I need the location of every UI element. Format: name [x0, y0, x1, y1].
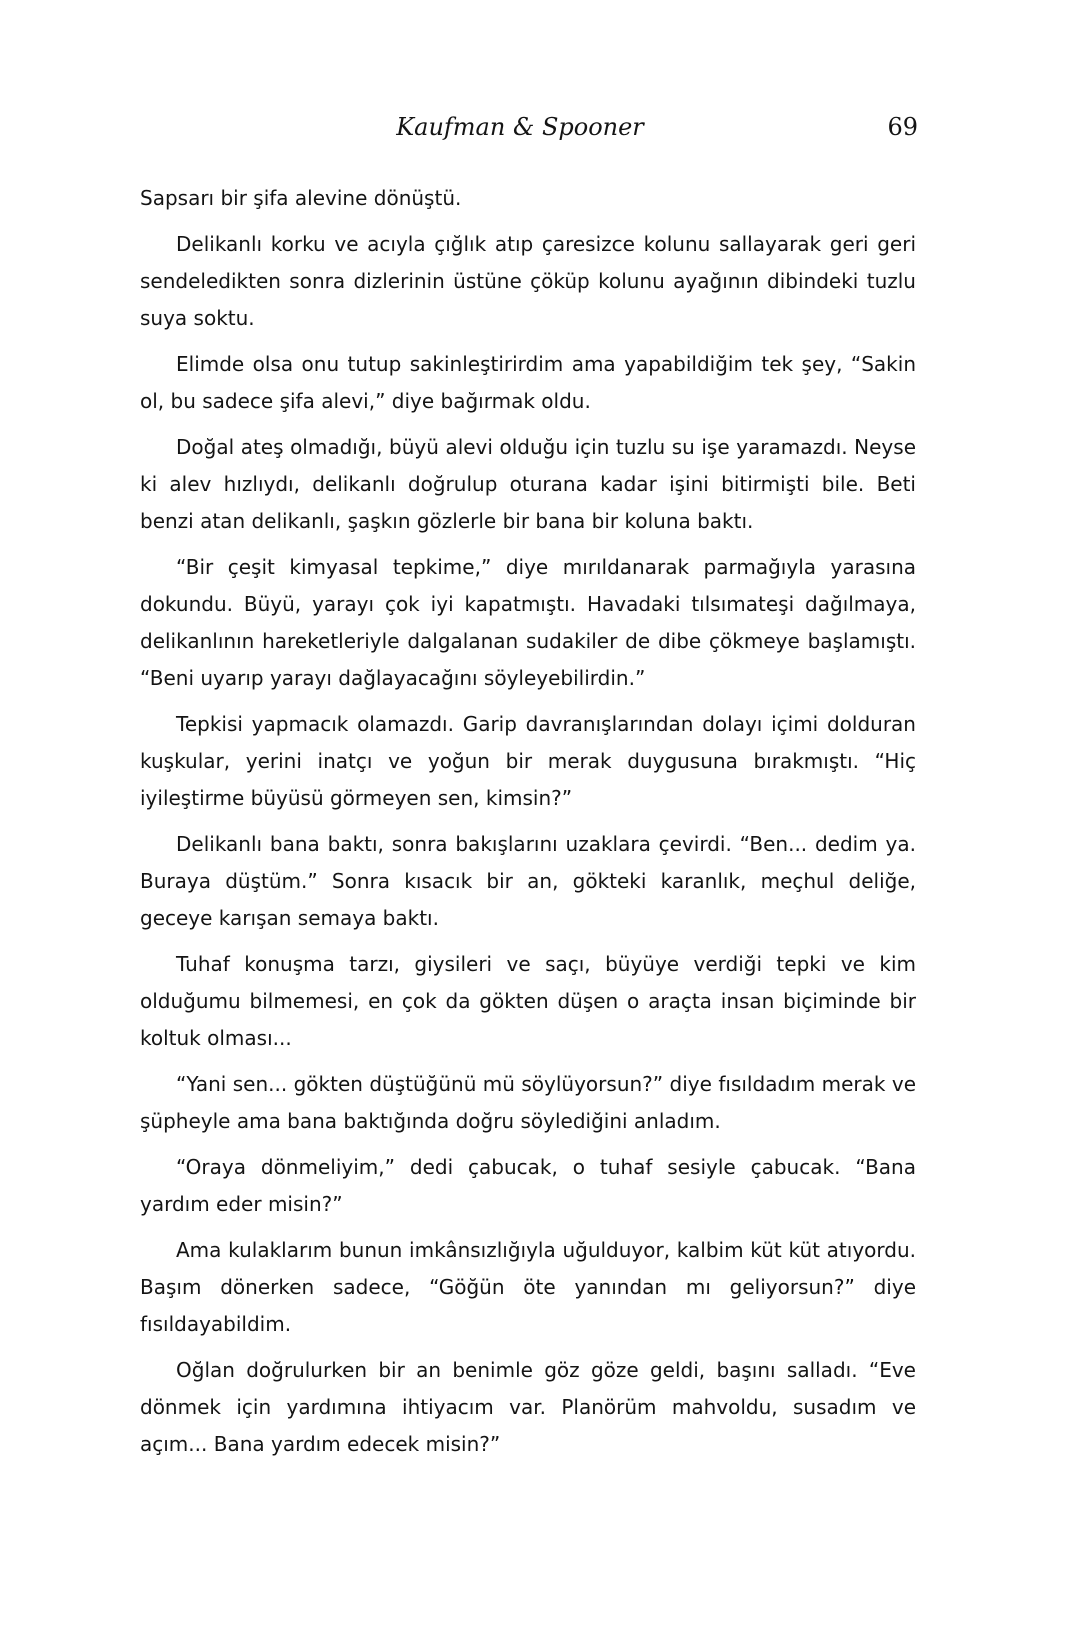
paragraph: “Yani sen... gökten düştüğünü mü söylüyorsun?” diye fısıldadım merak ve şüpheyle ama bana baktığında doğru söylediğini anladım. [140, 1072, 916, 1133]
header-title: Kaufman & Spooner [396, 113, 644, 141]
paragraph: Tepkisi yapmacık olamazdı. Garip davranışlarından dolayı içimi dolduran kuşkular, yerini inatçı ve yoğun bir merak duygusuna bırakmıştı. “Hiç iyileştirme büyüsü görmeyen sen, kimsin?” [140, 712, 916, 810]
paragraph: Ama kulaklarım bunun imkânsızlığıyla uğulduyor, kalbim küt küt atıyordu. Başım dönerken sadece, “Göğün öte yanından mı geliyorsun?” diye fısıldayabildim. [140, 1238, 916, 1336]
paragraph: Delikanlı bana baktı, sonra bakışlarını uzaklara çevirdi. “Ben... dedim ya. Buraya düştüm.” Sonra kısacık bir an, gökteki karanlık, meçhul deliğe, geceye karışan semaya baktı. [140, 832, 916, 930]
paragraph: “Bir çeşit kimyasal tepkime,” diye mırıldanarak parmağıyla yarasına dokundu. Büyü, yarayı çok iyi kapatmıştı. Havadaki tılsımateşi dağılmaya, delikanlının hareketleriyle dalgalanan sudakiler de dibe çökmeye başlamıştı. “Beni uyarıp yarayı dağlayacağını söyleyebilirdin.” [140, 555, 916, 690]
page-number: 69 [887, 113, 918, 141]
paragraph: Elimde olsa onu tutup sakinleştirirdim ama yapabildiğim tek şey, “Sakin ol, bu sadece şifa alevi,” diye bağırmak oldu. [140, 352, 916, 413]
running-header [140, 113, 918, 153]
paragraph: Doğal ateş olmadığı, büyü alevi olduğu için tuzlu su işe yaramazdı. Neyse ki alev hızlıydı, delikanlı doğrulup oturana kadar işini bitirmişti bile. Beti benzi atan delikanlı, şaşkın gözlerle bir bana bir koluna baktı. [140, 435, 916, 533]
paragraph: Sapsarı bir şifa alevine dönüştü. [140, 186, 462, 210]
paragraph: “Oraya dönmeliyim,” dedi çabucak, o tuhaf sesiyle çabucak. “Bana yardım eder misin?” [140, 1155, 916, 1216]
paragraph: Oğlan doğrulurken bir an benimle göz göze geldi, başını salladı. “Eve dönmek için yardımına ihtiyacım var. Planörüm mahvoldu, susadım ve açım... Bana yardım edecek misin?” [140, 1358, 916, 1456]
paragraph: Delikanlı korku ve acıyla çığlık atıp çaresizce kolunu sallayarak geri geri sendeledikten sonra dizlerinin üstüne çöküp kolunu ayağının dibindeki tuzlu suya soktu. [140, 232, 916, 330]
paragraph: Tuhaf konuşma tarzı, giysileri ve saçı, büyüye verdiği tepki ve kim olduğumu bilmemesi, en çok da gökten düşen o araçta insan biçiminde bir koltuk olması... [140, 952, 916, 1050]
body-text [140, 180, 916, 1472]
